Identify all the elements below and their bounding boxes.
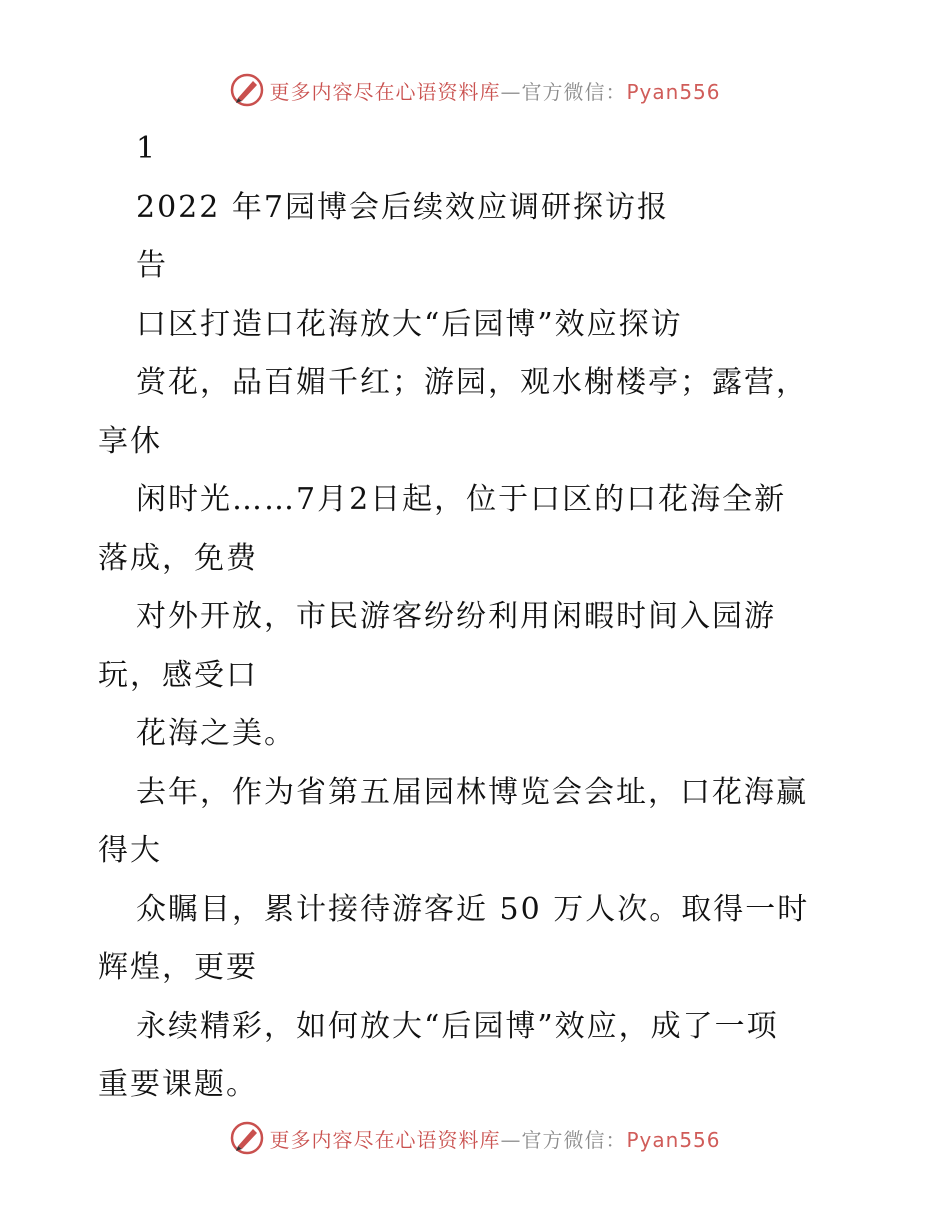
text-line: 对外开放，市民游客纷纷利用闲暇时间入园游 (136, 599, 776, 634)
text-line: 享休 (98, 423, 162, 459)
document-body (98, 120, 898, 1115)
text-line: 2022 年7园博会后续效应调研探访报 (136, 189, 669, 225)
watermark-text: 更多内容尽在心语资料库 (269, 79, 501, 104)
footer-watermark (0, 1118, 950, 1158)
header-watermark (0, 70, 950, 110)
text-line: 玩，感受口 (98, 657, 258, 693)
pen-logo-icon (229, 1120, 265, 1156)
text-line: 辉煌，更要 (98, 950, 258, 985)
text-line: 永续精彩，如何放大“后园博”效应，成了一项 (136, 1008, 779, 1044)
text-line: 闲时光……7月2日起，位于口区的口花海全新 (136, 482, 787, 517)
text-line: 落成，免费 (98, 540, 258, 576)
watermark-dash: — (500, 1127, 522, 1152)
watermark-label: 官方微信： (521, 79, 627, 104)
watermark-id: Pyan556 (626, 79, 721, 104)
text-line: 告 (136, 248, 168, 283)
watermark-label: 官方微信： (521, 1127, 627, 1152)
text-line: 众瞩目，累计接待游客近 50 万人次。取得一时 (136, 891, 810, 927)
text-line: 重要课题。 (98, 1067, 258, 1102)
watermark-id: Pyan556 (626, 1127, 721, 1152)
text-line: 去年，作为省第五届园林博览会会址，口花海赢 (136, 774, 808, 810)
pen-logo-icon (229, 72, 265, 108)
watermark-dash: — (500, 79, 522, 104)
text-line: 得大 (98, 833, 162, 868)
text-line: 1 (136, 131, 158, 166)
text-line: 花海之美。 (136, 716, 296, 751)
watermark-text: 更多内容尽在心语资料库 (269, 1127, 501, 1152)
text-line: 口区打造口花海放大“后园博”效应探访 (136, 306, 683, 342)
text-line: 赏花，品百媚千红；游园，观水榭楼亭；露营， (136, 365, 808, 400)
